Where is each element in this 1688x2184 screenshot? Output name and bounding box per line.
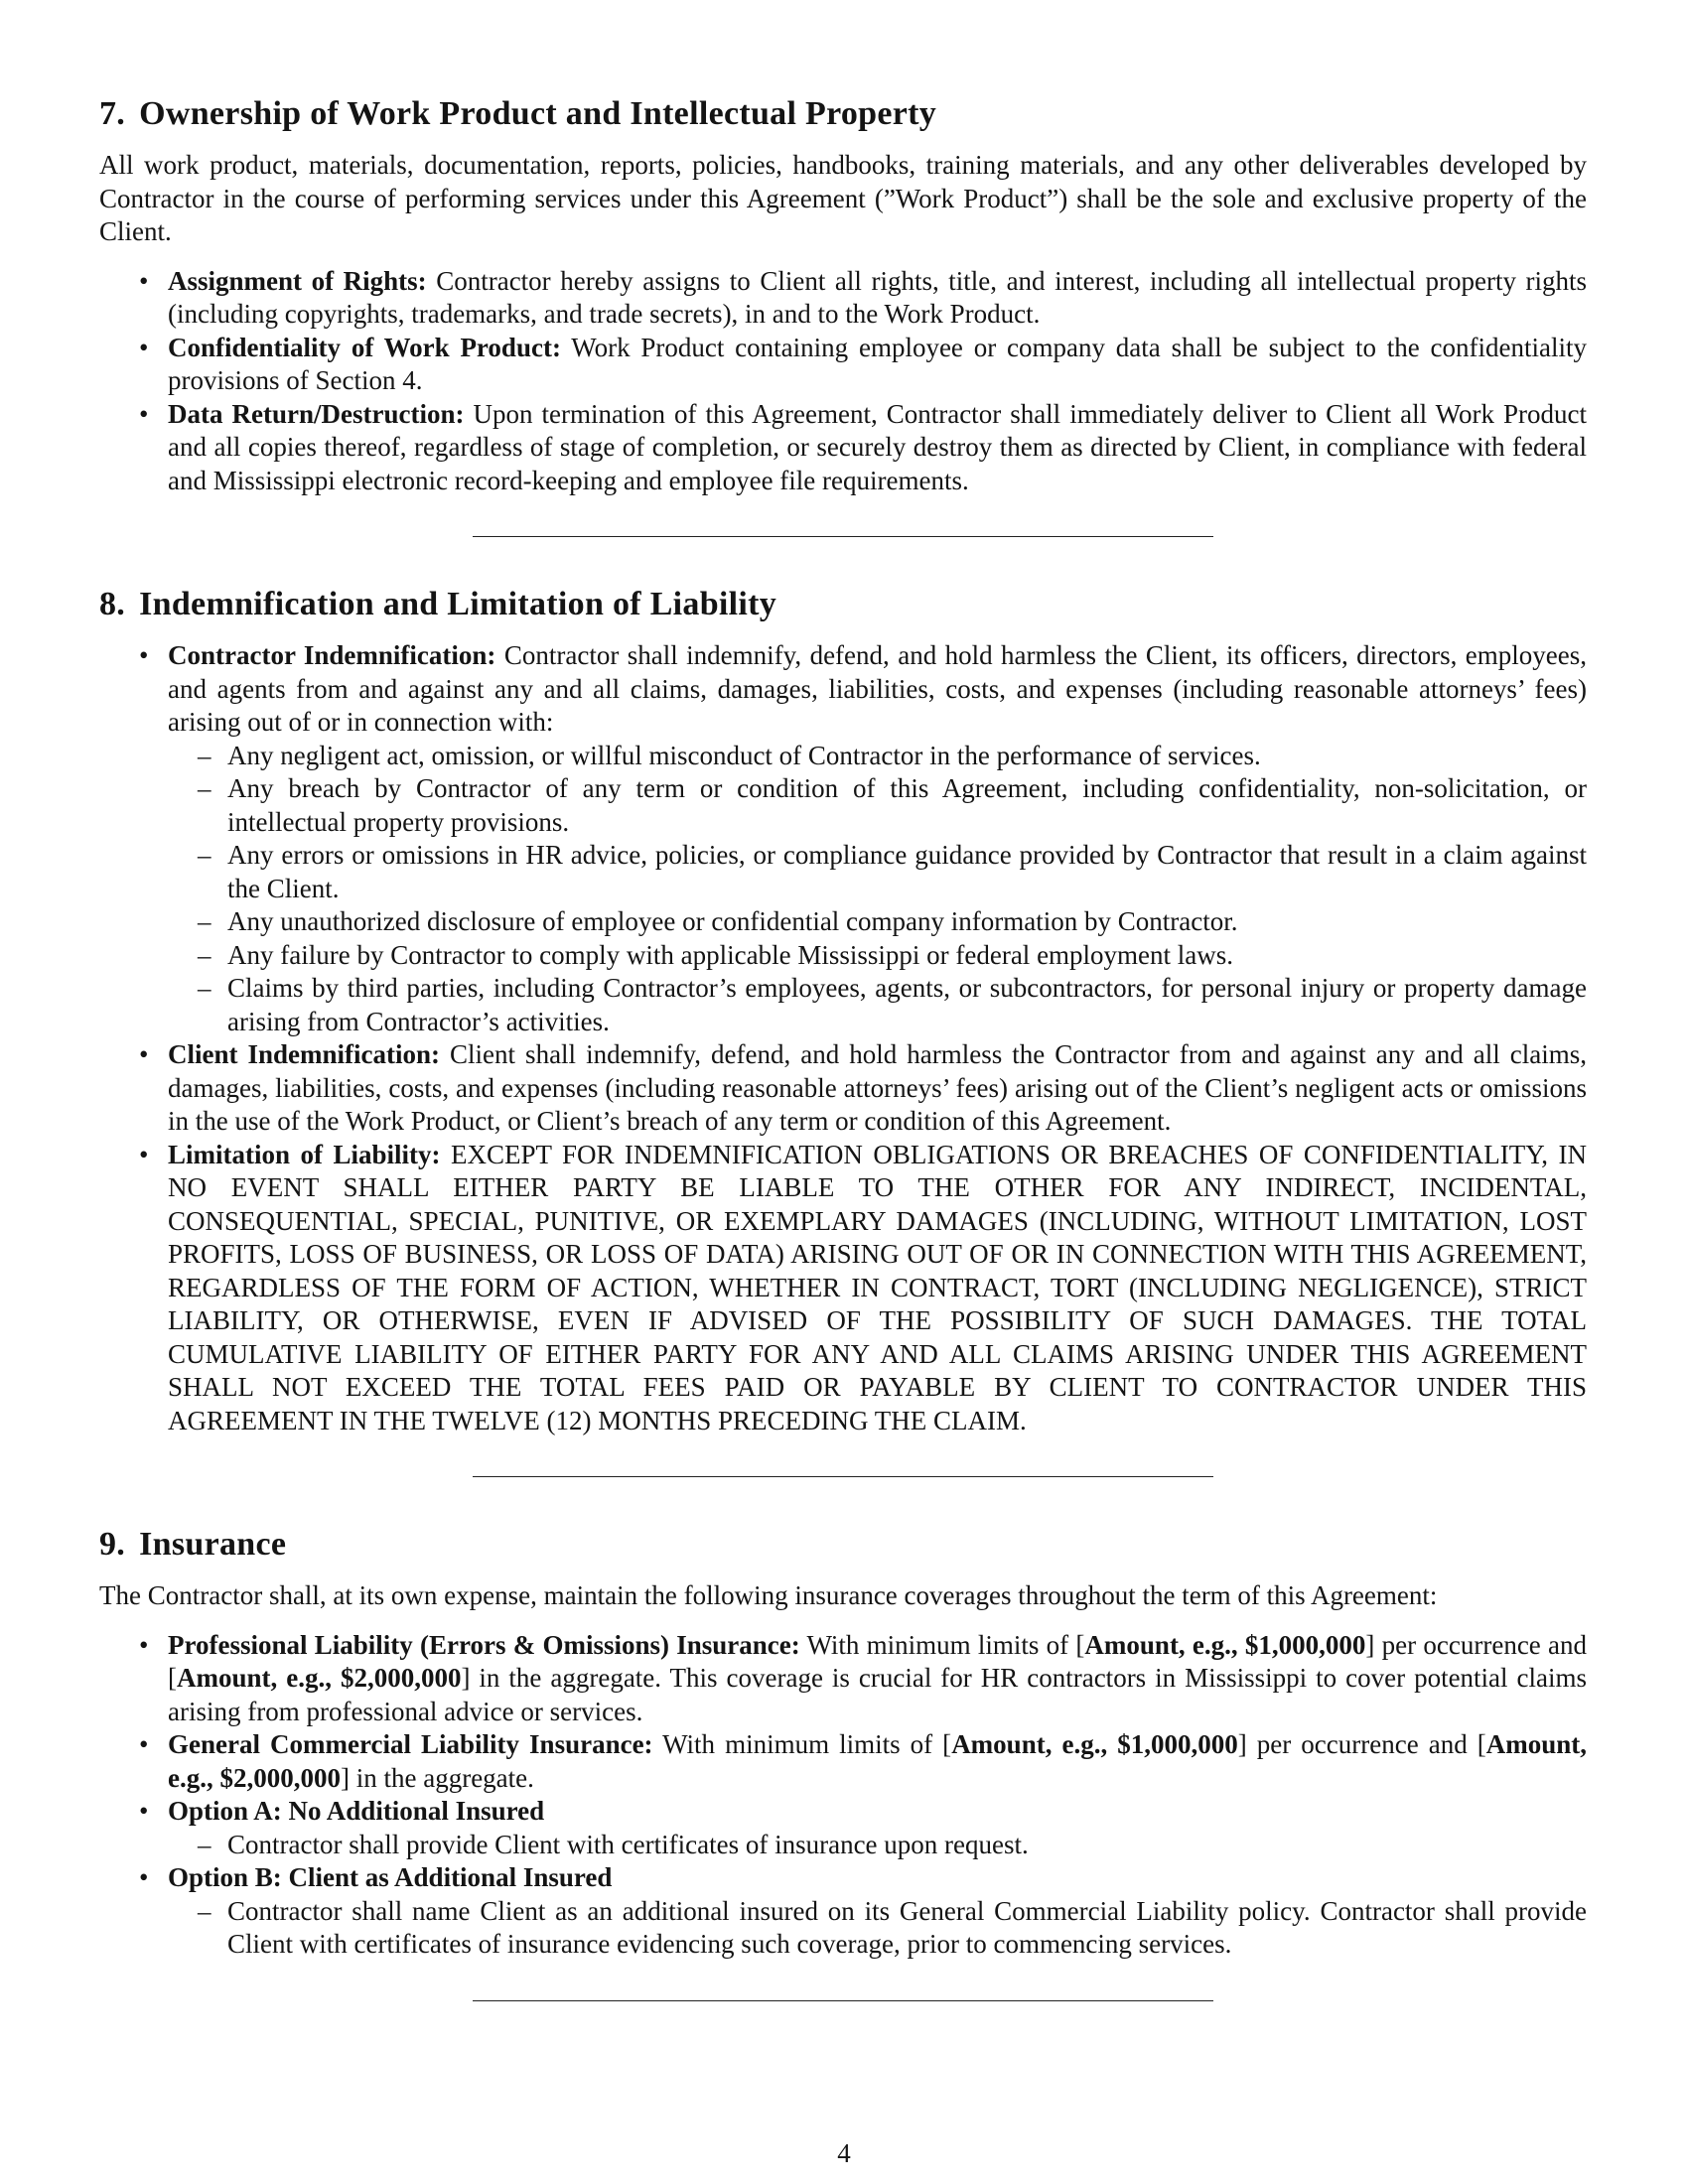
section-title: Indemnification and Limitation of Liability — [139, 586, 777, 622]
list-item — [168, 398, 1587, 498]
amount-placeholder: Amount, e.g., $2,000,000 — [177, 1663, 462, 1693]
item-label: Confidentiality of Work Product: — [168, 332, 561, 362]
section-ownership — [99, 95, 1587, 497]
sub-list — [168, 740, 1587, 1039]
section-heading — [99, 586, 1587, 623]
list-item — [168, 1038, 1587, 1139]
section-intro: The Contractor shall, at its own expense, maintain the following insurance coverages throughout the term of this Agreement: — [99, 1580, 1438, 1610]
item-label: Data Return/Destruction: — [168, 398, 465, 429]
text-part: ] per occurrence and [ — [168, 1629, 1588, 1693]
sub-list-item: – Any errors or omissions in HR advice, policies, or compliance guidance provided by Contractor that result in a claim against the Client. — [227, 839, 1587, 905]
bullet-list — [99, 265, 1587, 498]
list-item — [168, 1795, 1587, 1861]
list-item — [168, 332, 1587, 398]
section-intro: All work product, materials, documentation, reports, policies, handbooks, training materials, and any other deliverables developed by Contractor in the course of performing services under this Agreement (”Work Product”) shall be the sole and exclusive property of the Client. — [99, 150, 1587, 246]
bullet-list — [99, 639, 1587, 1437]
sub-list-item: – Contractor shall name Client as an additional insured on its General Commercial Liability policy. Contractor shall provide Client with certificates of insurance evidencing such coverage, prior to commencing services. — [227, 1895, 1587, 1962]
text-part: ] per occurrence and [ — [1237, 1729, 1486, 1759]
section-number: 7. — [99, 95, 126, 132]
item-text: Upon termination of this Agreement, Contractor shall immediately deliver to Client all Work Product and all copies thereof, regardless of stage of completion, or securely destroy them as directed by Client, in compliance with federal and Mississippi electronic record-keeping and employee file requirements. — [168, 398, 1587, 495]
list-item — [168, 1139, 1587, 1438]
text-part: ] in the aggregate. This coverage is crucial for HR contractors in Mississippi to cover potential claims arising from professional advice or services. — [168, 1663, 1587, 1726]
section-divider — [473, 2000, 1213, 2001]
item-label: Client Indemnification: — [168, 1039, 441, 1069]
sub-list — [168, 1829, 1587, 1862]
text-part: ] in the aggregate. — [340, 1762, 534, 1793]
list-item — [168, 1728, 1587, 1795]
section-title: Ownership of Work Product and Intellectual Property — [139, 95, 937, 132]
item-text: EXCEPT FOR INDEMNIFICATION OBLIGATIONS OR BREACHES OF CONFIDENTIALITY, IN NO EVENT SHALL EITHER PARTY BE LIABLE TO THE OTHER FOR ANY INDIRECT, INCIDENTAL, CONSEQUENTIAL, SPECIAL, PUNITIVE, OR EXEMPLARY DAMAGES (INCLUDING, WITHOUT LIMITATION, LOST PROFITS, LOSS OF BUSINESS, OR LOSS OF DATA) ARISING OUT OF OR IN CONNECTION WITH THIS AGREEMENT, REGARDLESS OF THE FORM OF ACTION, WHETHER IN CONTRACT, TORT (INCLUDING NEGLIGENCE), STRICT LIABILITY, OR OTHERWISE, EVEN IF ADVISED OF THE POSSIBILITY OF SUCH DAMAGES. THE TOTAL CUMULATIVE LIABILITY OF EITHER PARTY FOR ANY AND ALL CLAIMS ARISING UNDER THIS AGREEMENT SHALL NOT EXCEED THE TOTAL FEES PAID OR PAYABLE BY CLIENT TO CONTRACTOR UNDER THIS AGREEMENT IN THE TWELVE (12) MONTHS PRECEDING THE CLAIM. — [168, 1139, 1588, 1435]
section-divider — [473, 536, 1213, 537]
sub-list-item: – Any failure by Contractor to comply with applicable Mississippi or federal employment laws. — [227, 939, 1587, 973]
sub-list-item: – Claims by third parties, including Contractor’s employees, agents, or subcontractors, for personal injury or property damage arising from Contractor’s activities. — [227, 972, 1587, 1038]
sub-list-item: – Contractor shall provide Client with certificates of insurance upon request. — [227, 1829, 1587, 1862]
section-insurance — [99, 1526, 1587, 1962]
section-heading — [99, 95, 1587, 133]
text-part: With minimum limits of [ — [662, 1729, 952, 1759]
sub-list-item: – Any negligent act, omission, or willful misconduct of Contractor in the performance of services. — [227, 740, 1587, 773]
item-label: Option B: Client as Additional Insured — [168, 1862, 613, 1892]
section-indemnification — [99, 586, 1587, 1437]
section-divider — [473, 1476, 1213, 1477]
text-part: With minimum limits of [ — [806, 1629, 1085, 1660]
section-number: 8. — [99, 586, 126, 622]
item-label: Professional Liability (Errors & Omissions) Insurance: — [168, 1629, 800, 1660]
list-item — [168, 639, 1587, 1038]
section-heading — [99, 1526, 1587, 1564]
item-label: General Commercial Liability Insurance: — [168, 1729, 653, 1759]
section-title: Insurance — [139, 1526, 287, 1563]
item-text: Contractor hereby assigns to Client all rights, title, and interest, including all intellectual property rights (including copyrights, trademarks, and trade secrets), in and to the Work Product. — [168, 265, 1588, 329]
item-label: Limitation of Liability: — [168, 1139, 441, 1169]
list-item — [168, 265, 1587, 332]
sub-list — [168, 1895, 1587, 1962]
item-label: Contractor Indemnification: — [168, 640, 496, 670]
sub-list-item: – Any unauthorized disclosure of employee or confidential company information by Contractor. — [227, 905, 1587, 939]
amount-placeholder: Amount, e.g., $1,000,000 — [951, 1729, 1238, 1759]
amount-placeholder: Amount, e.g., $1,000,000 — [1084, 1629, 1366, 1660]
item-label: Option A: No Additional Insured — [168, 1796, 545, 1826]
sub-list-item: – Any breach by Contractor of any term or condition of this Agreement, including confidentiality, non-solicitation, or intellectual property provisions. — [227, 772, 1587, 839]
item-text: Work Product containing employee or company data shall be subject to the confidentiality provisions of Section 4. — [168, 332, 1588, 395]
item-text: Client shall indemnify, defend, and hold harmless the Contractor from and against any and all claims, damages, liabilities, costs, and expenses (including reasonable attorneys’ fees) arising out of the Client’s negligent acts or omissions in the use of the Work Product, or Client’s breach of any term or condition of this Agreement. — [168, 1039, 1587, 1136]
item-label: Assignment of Rights: — [168, 265, 427, 296]
section-number: 9. — [99, 1526, 126, 1563]
list-item — [168, 1629, 1587, 1729]
item-text: Contractor shall indemnify, defend, and hold harmless the Client, its officers, directors, employees, and agents from and against any and all claims, damages, liabilities, costs, and expenses (including reasonable attorneys’ fees) arising out of or in connection with: — [168, 640, 1587, 737]
bullet-list — [99, 1629, 1587, 1962]
amount-placeholder: Amount, e.g., $2,000,000 — [168, 1729, 1588, 1793]
list-item — [168, 1861, 1587, 1962]
page-number: 4 — [837, 2138, 851, 2168]
